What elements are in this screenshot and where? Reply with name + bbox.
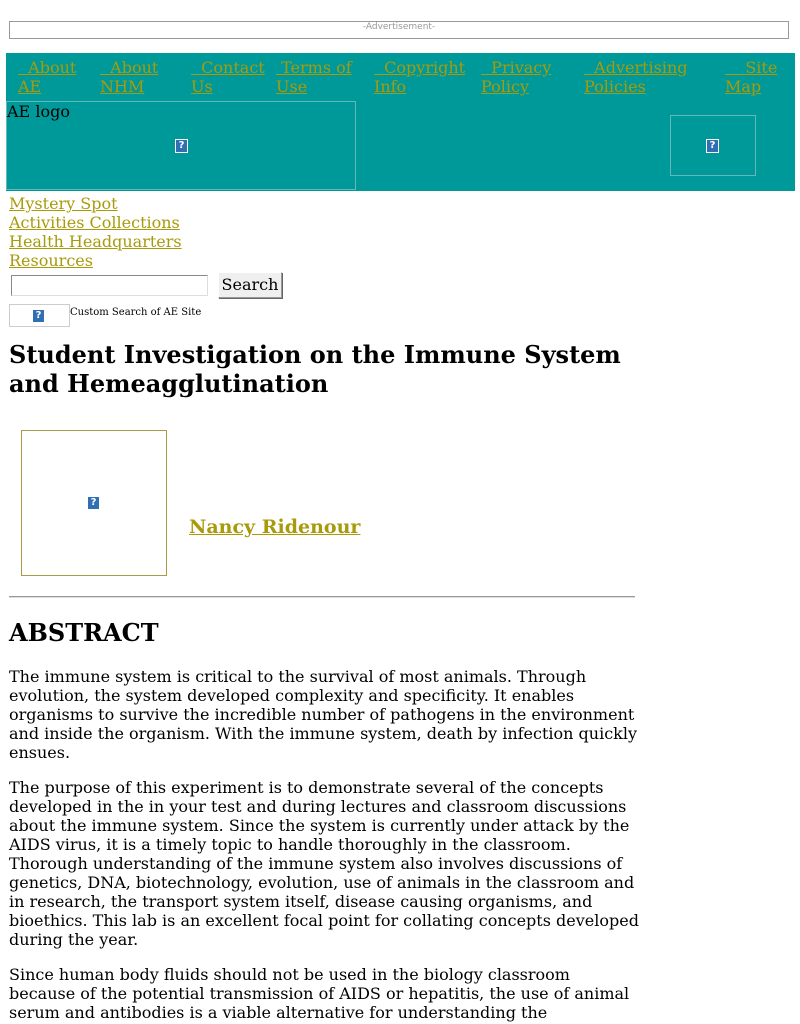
header-right-image xyxy=(670,115,756,176)
broken-image-icon: ? xyxy=(87,496,100,510)
nav-about-nhm[interactable]: About NHM xyxy=(100,58,159,96)
section-links xyxy=(9,194,182,270)
divider xyxy=(9,596,635,598)
page-title: Student Investigation on the Immune System and Hemeagglutination xyxy=(9,340,621,398)
abstract-paragraph: The purpose of this experiment is to demonstrate several of the concepts developed in the in your test and during lectures and classroom discussions about the immune system. Since the system is currently under attack by the AIDS virus, it is a timely topic to handle thoroughly in the classroom. Thorough understanding of the immune system also involves discussions of genetics, DNA, biotechnology, evolution, use of animals in the classroom and in research, the transport system itself, disease causing organisms, and bioethics. This lab is an excellent focal point for collating concepts developed during the year. xyxy=(9,778,639,949)
abstract-heading: ABSTRACT xyxy=(9,618,159,647)
broken-image-icon: ? xyxy=(32,309,45,323)
ae-logo[interactable] xyxy=(6,101,356,190)
link-resources[interactable]: Resources xyxy=(9,251,93,270)
nav-advertising-policies[interactable]: Advertising Policies xyxy=(584,58,688,96)
broken-image-icon: ? xyxy=(175,139,188,153)
nav-copyright-info[interactable]: Copyright Info xyxy=(374,58,466,96)
nav-site-map[interactable]: Site Map xyxy=(725,58,778,96)
link-health-headquarters[interactable]: Health Headquarters xyxy=(9,232,182,251)
logo-alt-text: AE logo xyxy=(7,102,70,121)
link-mystery-spot[interactable]: Mystery Spot xyxy=(9,194,118,213)
broken-image-icon: ? xyxy=(706,139,719,153)
site-header xyxy=(6,53,795,191)
nav-privacy-policy[interactable]: Privacy Policy xyxy=(481,58,552,96)
search-button[interactable]: Search xyxy=(218,272,282,298)
nav-terms-of-use[interactable]: Terms of Use xyxy=(276,58,352,96)
top-nav xyxy=(6,58,795,100)
nav-contact-us[interactable]: Contact Us xyxy=(191,58,265,96)
abstract-paragraph: The immune system is critical to the survival of most animals. Through evolution, the system developed complexity and specificity. It enables organisms to survive the incredible number of pathogens in the environment and inside the organism. With the immune system, death by infection quickly ensues. xyxy=(9,667,638,762)
nav-about-ae[interactable]: About AE xyxy=(18,58,77,96)
author-link[interactable]: Nancy Ridenour xyxy=(189,516,361,538)
custom-search-image xyxy=(9,304,70,327)
author-photo xyxy=(21,430,167,576)
search-input[interactable] xyxy=(11,275,208,296)
advertisement-label: -Advertisement- xyxy=(362,22,436,32)
custom-search-label: Custom Search of AE Site xyxy=(70,307,202,318)
link-activities-collections[interactable]: Activities Collections xyxy=(9,213,180,232)
advertisement-banner[interactable] xyxy=(9,21,789,39)
abstract-paragraph: Since human body fluids should not be used in the biology classroom because of the potential transmission of AIDS or hepatitis, the use of animal serum and antibodies is a viable alternative for understanding the xyxy=(9,965,630,1022)
